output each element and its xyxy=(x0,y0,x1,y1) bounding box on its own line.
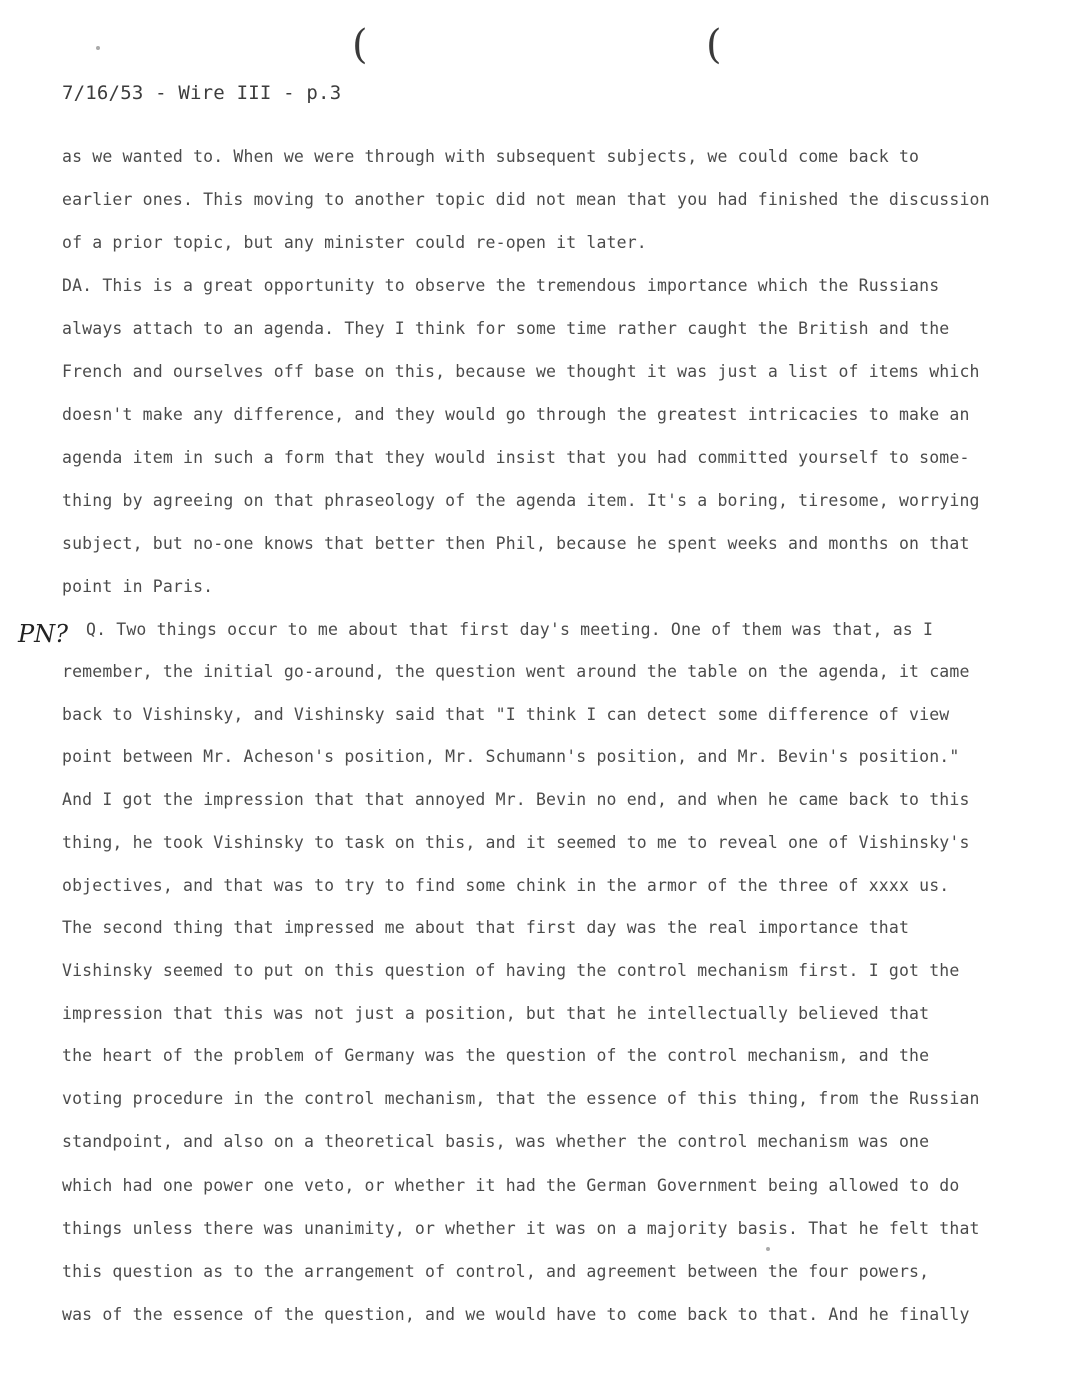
text-line: point between Mr. Acheson's position, Mr. Schumann's position, and Mr. Bevin's position." xyxy=(62,747,960,766)
text-line: standpoint, and also on a theoretical basis, was whether the control mechanism was one xyxy=(62,1132,930,1151)
handwritten-annotation: PN? xyxy=(18,620,69,648)
text-line: Q. Two things occur to me about that first day's meeting. One of them was that, as I xyxy=(86,620,934,639)
text-line: French and ourselves off base on this, because we thought it was just a list of items which xyxy=(62,362,980,381)
paper-speck xyxy=(96,46,100,50)
text-line: things unless there was unanimity, or whether it was on a majority basis. That he felt that xyxy=(62,1219,980,1238)
text-line: which had one power one veto, or whether it had the German Government being allowed to do xyxy=(62,1176,960,1195)
text-line: always attach to an agenda. They I think for some time rather caught the British and the xyxy=(62,319,950,338)
right-bracket-mark: ( xyxy=(706,22,722,68)
page-header: 7/16/53 - Wire III - p.3 xyxy=(62,82,342,104)
text-line: agenda item in such a form that they would insist that you had committed yourself to some- xyxy=(62,448,970,467)
text-line: DA. This is a great opportunity to observe the tremendous importance which the Russians xyxy=(62,276,940,295)
text-line: was of the essence of the question, and we would have to come back to that. And he finally xyxy=(62,1305,970,1324)
text-line: of a prior topic, but any minister could re-open it later. xyxy=(62,233,647,252)
text-line: doesn't make any difference, and they would go through the greatest intricacies to make an xyxy=(62,405,970,424)
text-line: And I got the impression that that annoyed Mr. Bevin no end, and when he came back to this xyxy=(62,790,970,809)
text-line: thing, he took Vishinsky to task on this, and it seemed to me to reveal one of Vishinsky's xyxy=(62,833,970,852)
text-line: point in Paris. xyxy=(62,577,214,596)
text-line: back to Vishinsky, and Vishinsky said that "I think I can detect some difference of view xyxy=(62,705,950,724)
text-line: this question as to the arrangement of control, and agreement between the four powers, xyxy=(62,1262,930,1281)
text-line: the heart of the problem of Germany was the question of the control mechanism, and the xyxy=(62,1046,930,1065)
text-line: thing by agreeing on that phraseology of the agenda item. It's a boring, tiresome, worrying xyxy=(62,491,980,510)
text-line: objectives, and that was to try to find some chink in the armor of the three of xxxx us. xyxy=(62,876,950,895)
paper-speck xyxy=(766,1247,770,1251)
text-line: voting procedure in the control mechanism, that the essence of this thing, from the Russian xyxy=(62,1089,980,1108)
left-bracket-mark: ( xyxy=(352,22,368,68)
text-line: as we wanted to. When we were through with subsequent subjects, we could come back to xyxy=(62,147,920,166)
text-line: subject, but no-one knows that better then Phil, because he spent weeks and months on that xyxy=(62,534,970,553)
text-line: The second thing that impressed me about that first day was the real importance that xyxy=(62,918,910,937)
text-line: remember, the initial go-around, the question went around the table on the agenda, it came xyxy=(62,662,970,681)
text-line: impression that this was not just a position, but that he intellectually believed that xyxy=(62,1004,930,1023)
text-line: Vishinsky seemed to put on this question of having the control mechanism first. I got the xyxy=(62,961,960,980)
text-line: earlier ones. This moving to another topic did not mean that you had finished the discussion xyxy=(62,190,990,209)
